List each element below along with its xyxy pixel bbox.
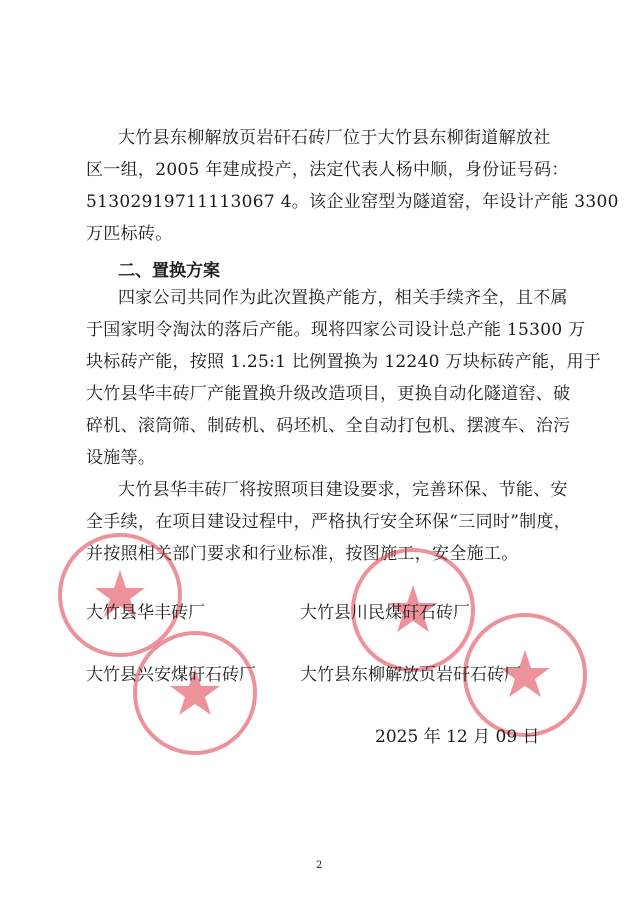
para2-line-2: 于国家明令淘汰的落后产能。现将四家公司设计总产能 15300 万 [86, 320, 586, 340]
para2-line-4: 大竹县华丰砖厂产能置换升级改造项目，更换自动化隧道窑、破 [86, 384, 571, 404]
para3-line-3: 并按照相关部门要求和行业标准，按图施工，安全施工。 [86, 544, 519, 564]
signature-xingan: 大竹县兴安煤矸石砖厂 [86, 665, 256, 685]
page-number: 2 [316, 860, 323, 871]
section-heading-replacement-plan: 二、置换方案 [118, 261, 220, 281]
para1-line-1: 大竹县东柳解放页岩矸石砖厂位于大竹县东柳街道解放社 [118, 128, 551, 148]
signature-dongliu: 大竹县东柳解放页岩矸石砖厂 [300, 665, 521, 685]
para1-line-3: 51302919711113067 4。该企业窑型为隧道窑，年设计产能 3300 [86, 192, 619, 212]
signature-chuanmin: 大竹县川民煤矸石砖厂 [300, 603, 470, 623]
para1-line-4: 万匹标砖。 [86, 224, 173, 244]
para1-line-2: 区一组，2005 年建成投产，法定代表人杨中顺，身份证号码： [86, 160, 569, 180]
para2-line-6: 设施等。 [86, 448, 156, 468]
para2-line-1: 四家公司共同作为此次置换产能方，相关手续齐全，且不属 [118, 288, 568, 308]
document-date: 2025 年 12 月 09 日 [375, 727, 540, 747]
para2-line-5: 碎机、滚筒筛、制砖机、码坯机、全自动打包机、摆渡车、治污 [86, 416, 571, 436]
para3-line-1: 大竹县华丰砖厂将按照项目建设要求，完善环保、节能、安 [118, 480, 568, 500]
para2-line-3: 块标砖产能，按照 1.25:1 比例置换为 12240 万块标砖产能，用于 [86, 352, 602, 372]
company-seal-xingan [130, 628, 260, 758]
para3-line-2: 全手续，在项目建设过程中，严格执行安全环保“三同时”制度， [86, 512, 572, 532]
signature-huafeng: 大竹县华丰砖厂 [86, 603, 205, 623]
